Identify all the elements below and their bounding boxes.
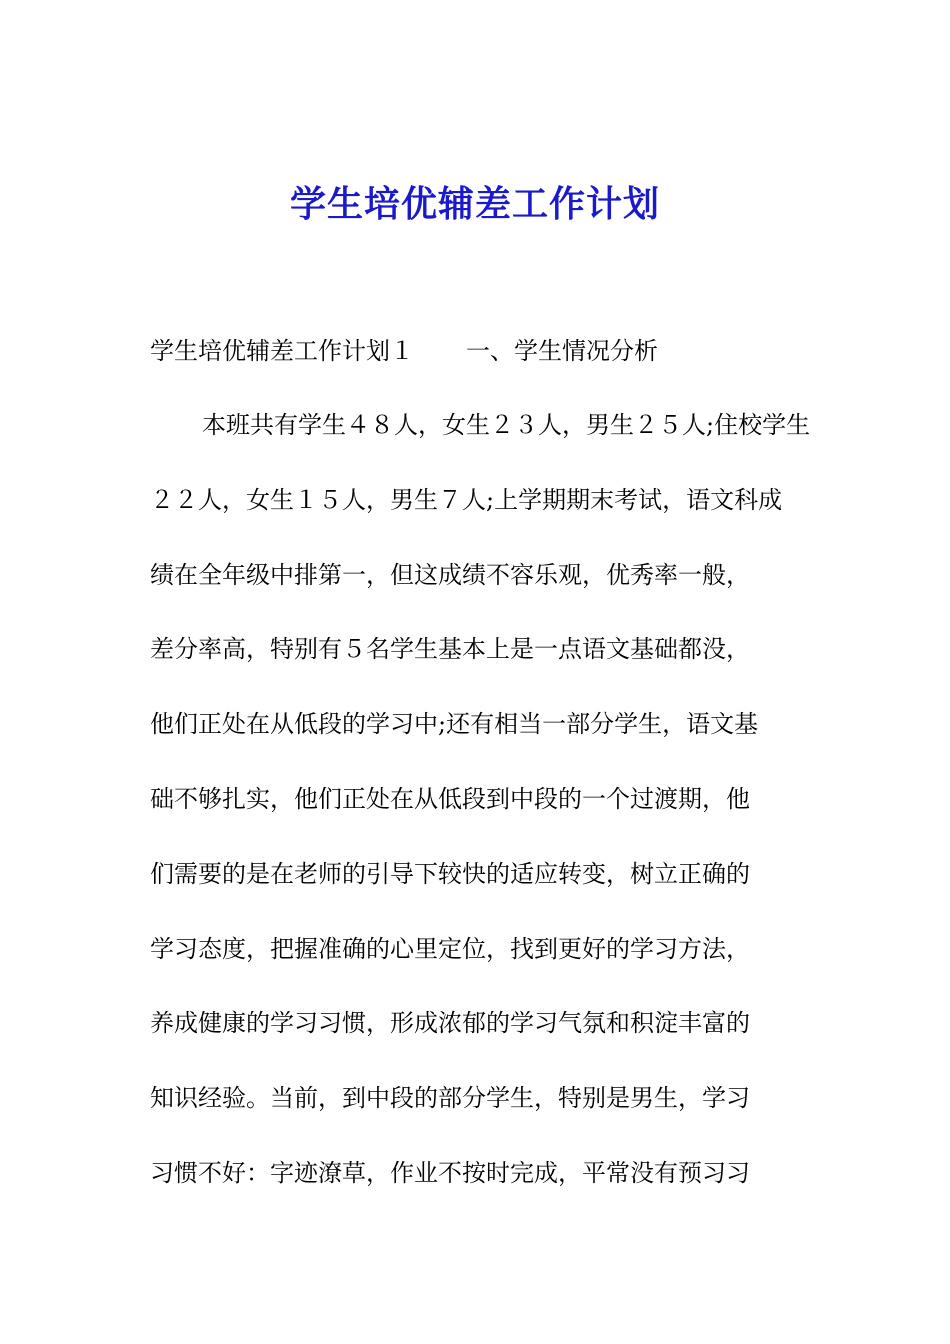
paragraph-line-2: ２２人，女生１５人，男生７人;上学期期末考试，语文科成 <box>150 486 783 514</box>
paragraph-line-5: 他们正处在从低段的学习中;还有相当一部分学生，语文基 <box>150 710 759 738</box>
paragraph-line-3: 绩在全年级中排第一，但这成绩不容乐观，优秀率一般， <box>150 561 750 589</box>
paragraph-line-6: 础不够扎实，他们正处在从低段到中段的一个过渡期，他 <box>150 785 750 813</box>
paragraph-line-1: 本班共有学生４８人，女生２３人，男生２５人;住校学生 <box>202 411 811 439</box>
paragraph-line-7: 们需要的是在老师的引导下较快的适应转变，树立正确的 <box>150 860 750 888</box>
document-title: 学生培优辅差工作计划 <box>289 183 660 225</box>
paragraph-line-8: 学习态度，把握准确的心里定位，找到更好的学习方法， <box>150 935 750 963</box>
paragraph-line-11: 习惯不好：字迹潦草，作业不按时完成，平常没有预习习 <box>150 1159 750 1187</box>
paragraph-line-10: 知识经验。当前，到中段的部分学生，特别是男生，学习 <box>150 1084 750 1112</box>
paragraph-line-4: 差分率高，特别有５名学生基本上是一点语文基础都没， <box>150 635 750 663</box>
paragraph-line-9: 养成健康的学习习惯，形成浓郁的学习气氛和积淀丰富的 <box>150 1009 750 1037</box>
intro-label: 学生培优辅差工作计划１ <box>150 337 414 365</box>
section-heading: 一、学生情况分析 <box>466 337 658 365</box>
intro-line <box>150 331 658 371</box>
